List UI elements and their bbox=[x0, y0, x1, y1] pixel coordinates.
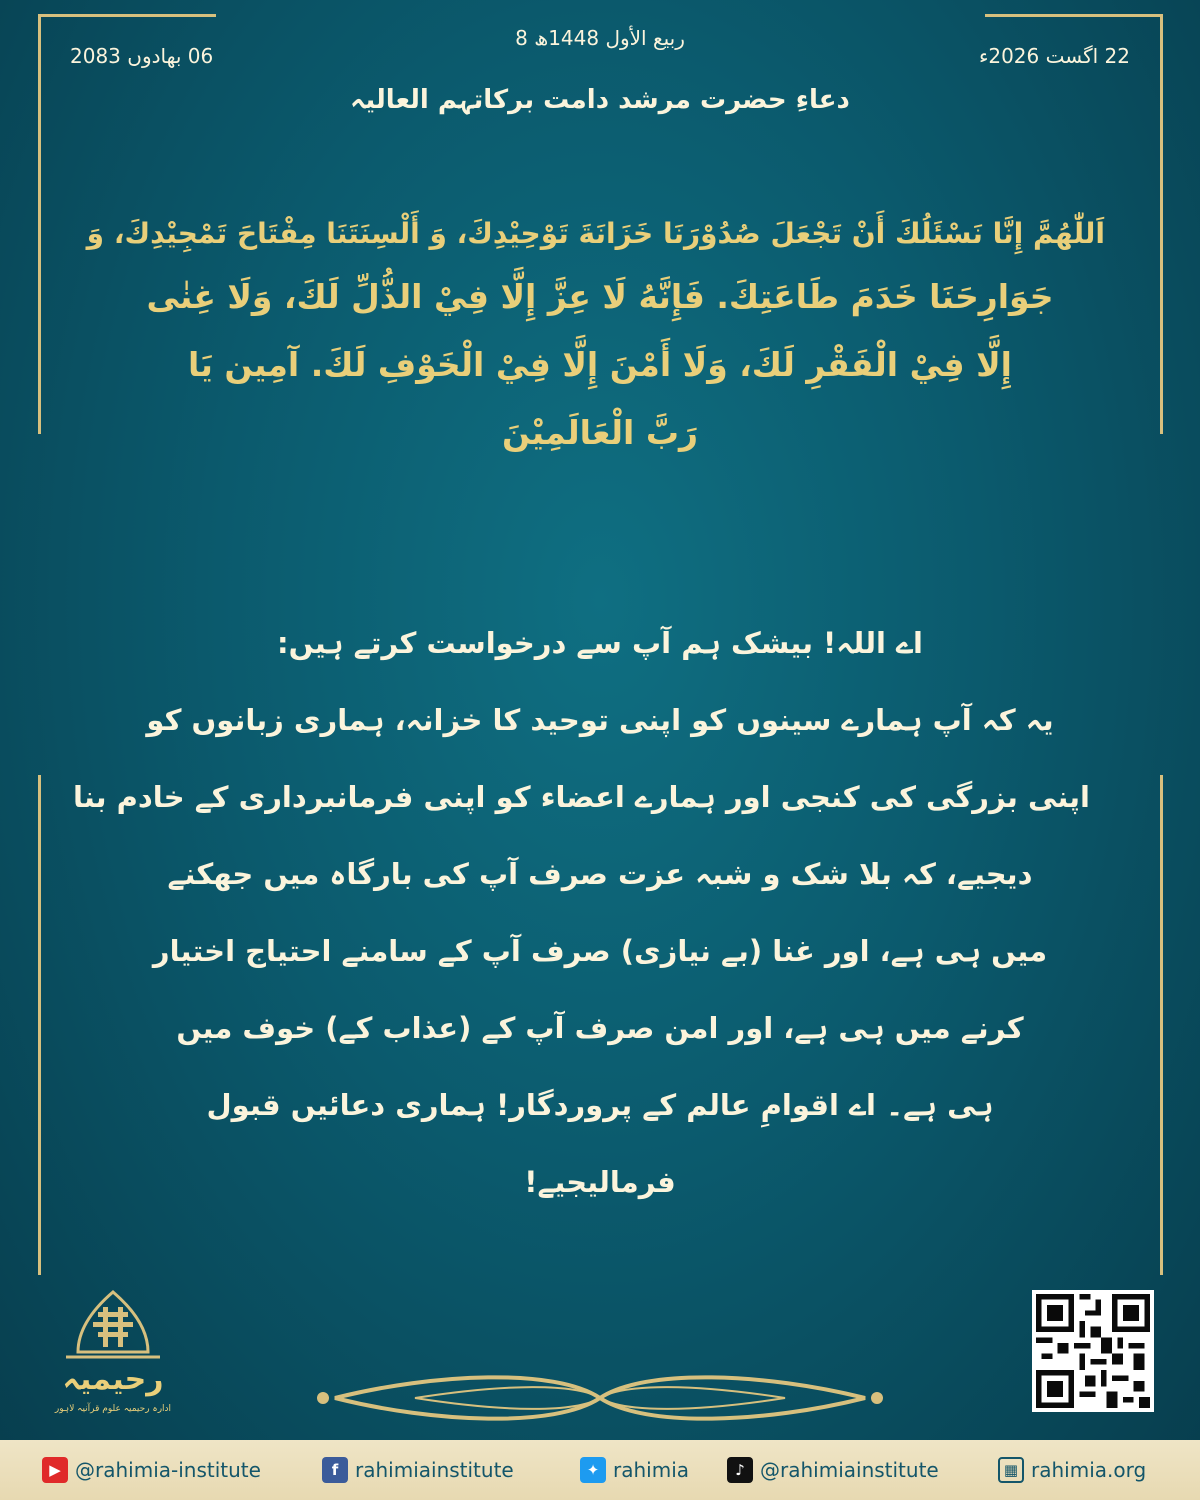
social-footer bbox=[0, 1440, 1200, 1500]
urdu-translation bbox=[72, 605, 1090, 1221]
arabic-line: اَللّٰهُمَّ إِنَّا نَسْئَلُكَ أَنْ تَجْعَلَ صُدُوْرَنَا خَزَانَةَ تَوْحِيْدِكَ، وَ أَلْسِنَتَنَا مِفْتَاحَ تَمْجِيْدِكَ، وَ bbox=[86, 217, 1105, 250]
urdu-line: فرمالیجیے! bbox=[524, 1165, 676, 1199]
frame-left bbox=[38, 14, 41, 434]
arabic-line: جَوَارِحَنَا خَدَمَ طَاعَتِكَ. فَإِنَّهُ لَا عِزَّ إِلَّا فِيْ الذُّلِّ لَكَ، وَلَا غِنٰى bbox=[146, 277, 1054, 316]
web-icon: ▦ bbox=[998, 1457, 1024, 1483]
facebook-icon: f bbox=[322, 1457, 348, 1483]
rahimia-logo bbox=[38, 1282, 188, 1452]
urdu-line: اے اللہ! بیشک ہم آپ سے درخواست کرتے ہیں: bbox=[277, 626, 923, 660]
arabic-line: رَبَّ الْعَالَمِيْنَ bbox=[501, 413, 699, 452]
twitter-icon: ✦ bbox=[580, 1457, 606, 1483]
hijri-date: 8 ربیع الأول 1448ھ bbox=[515, 26, 685, 50]
urdu-line: کرنے میں ہی ہے، اور امن صرف آپ کے (عذاب کے) خوف میں bbox=[176, 1011, 1024, 1045]
page-title: دعاءِ حضرت مرشد دامت برکاتہم العالیہ bbox=[350, 85, 850, 115]
twitter-label: rahimia bbox=[613, 1458, 690, 1482]
tiktok-icon: ♪ bbox=[727, 1457, 753, 1483]
gregorian-date: 22 اگست 2026ء bbox=[978, 44, 1130, 68]
urdu-line: دیجیے، کہ بلا شک و شبہ عزت صرف آپ کی بارگاہ میں جھکنے bbox=[167, 857, 1033, 891]
twitter-link[interactable] bbox=[580, 1457, 689, 1483]
arabic-dua bbox=[86, 205, 1105, 467]
frame-right-lower bbox=[1160, 775, 1163, 1275]
ornament-divider-icon bbox=[305, 1368, 895, 1428]
frame-top-left bbox=[38, 14, 216, 17]
qr-code[interactable] bbox=[1032, 1290, 1154, 1412]
qr-code-icon bbox=[1036, 1294, 1150, 1408]
frame-top-right bbox=[985, 14, 1163, 17]
tiktok-link[interactable] bbox=[727, 1457, 939, 1483]
youtube-label: @rahimia-institute bbox=[75, 1458, 261, 1482]
tiktok-label: @rahimiainstitute bbox=[760, 1458, 939, 1482]
urdu-line: یہ کہ آپ ہمارے سینوں کو اپنی توحید کا خزانہ، ہماری زبانوں کو bbox=[146, 703, 1054, 737]
bikrami-date: 06 بھادوں 2083 bbox=[70, 44, 214, 68]
logo-subtext: ادارہ رحیمیہ علوم قرآنیہ لاہور bbox=[54, 1404, 172, 1414]
website-link[interactable] bbox=[998, 1457, 1146, 1483]
youtube-link[interactable] bbox=[42, 1457, 261, 1483]
urdu-line: میں ہی ہے، اور غنا (بے نیازی) صرف آپ کے سامنے احتیاج اختیار bbox=[152, 934, 1048, 968]
facebook-link[interactable] bbox=[322, 1457, 514, 1483]
urdu-line: اپنی بزرگی کی کنجی اور ہمارے اعضاء کو اپنی فرمانبرداری کے خادم بنا bbox=[72, 780, 1090, 814]
facebook-label: rahimiainstitute bbox=[355, 1458, 514, 1482]
frame-left-lower bbox=[38, 775, 41, 1275]
arabic-line: إِلَّا فِيْ الْفَقْرِ لَكَ، وَلَا أَمْنَ إِلَّا فِيْ الْخَوْفِ لَكَ. آمِين يَا bbox=[188, 345, 1012, 384]
urdu-line: ہی ہے۔ اے اقوامِ عالم کے پروردگار! ہماری دعائیں قبول bbox=[206, 1088, 994, 1122]
frame-right bbox=[1160, 14, 1163, 434]
website-label: rahimia.org bbox=[1031, 1458, 1147, 1482]
youtube-icon: ▶ bbox=[42, 1457, 68, 1483]
logo-text: رحیمیہ bbox=[62, 1362, 164, 1397]
